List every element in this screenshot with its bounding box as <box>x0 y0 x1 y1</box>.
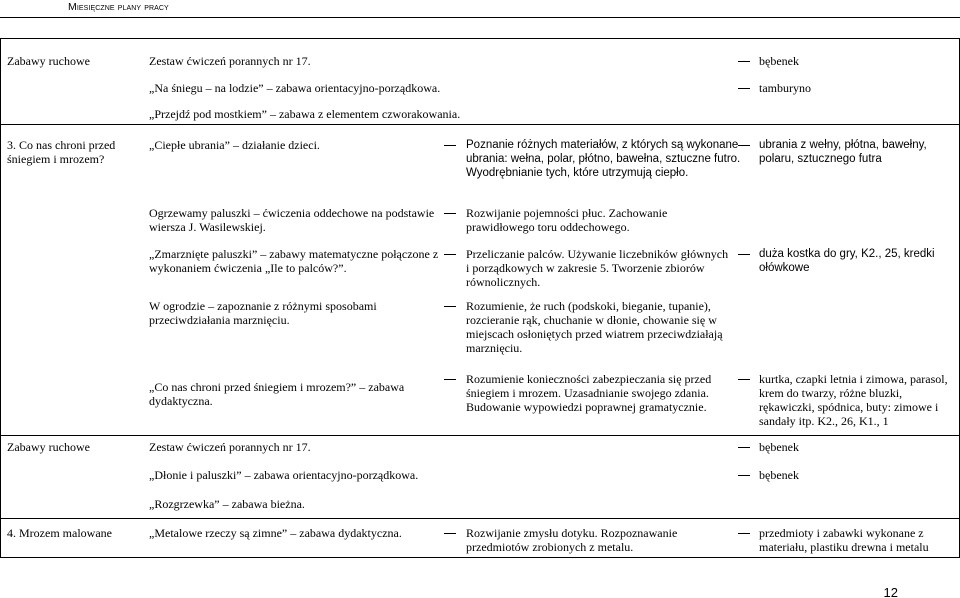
bullet-dash <box>738 145 750 146</box>
bullet-dash <box>444 379 456 380</box>
bullet-dash <box>444 533 456 534</box>
row3b-goal-line-2: i porządkowych w zakresie 5. Tworzenie zbiorów <box>466 261 705 275</box>
row3a-goal-line-2: prawidłowego toru oddechowego. <box>466 220 630 234</box>
row2-goal-line-1: Poznanie różnych materiałów, z których są wykonane <box>466 139 739 151</box>
row1-activity-type: Zabawy ruchowe <box>7 54 90 68</box>
row5-activity: „Metalowe rzeczy są zimne” – zabawa dydaktyczna. <box>149 526 402 540</box>
row3c-goal-line-4: marznięciu. <box>466 341 523 355</box>
row2-goal-line-2: ubrania: wełna, polar, płótno, bawełna, sztuczne futro. <box>466 153 741 165</box>
row3b-material-line-2: ołówkowe <box>759 262 810 274</box>
row5-goal-line-1: Rozwijanie zmysłu dotyku. Rozpoznawanie <box>466 526 678 540</box>
row3a-activity-line-1: Ogrzewamy paluszki – ćwiczenia oddechowe na podstawie <box>149 206 435 220</box>
row2-activity: „Ciepłe ubrania” – działanie dzieci. <box>149 138 320 152</box>
bullet-dash <box>444 213 456 214</box>
row3c-goal-line-1: Rozumienie, że ruch (podskoki, bieganie, tupanie), <box>466 299 711 313</box>
row3d-material-line-3: rękawiczki, spódnica, buty: zimowe i <box>759 400 939 414</box>
row4-exercise-2: „Dłonie i paluszki” – zabawa orientacyjno-porządkowa. <box>149 468 419 482</box>
row3c-activity-line-1: W ogrodzie – zapoznanie z różnymi sposobami <box>149 299 377 313</box>
row5-material-line-2: materiału, plastiku drewna i metalu <box>759 540 929 554</box>
row2-topic-line-2: śniegiem i mrozem? <box>7 152 105 166</box>
row-divider-2 <box>0 435 960 436</box>
bullet-dash <box>444 306 456 307</box>
row1-exercise-3: „Przejdź pod mostkiem” – zabawa z elementem czworakowania. <box>149 107 461 121</box>
row3b-material-line-1: duża kostka do gry, K2., 25, kredki <box>759 248 935 260</box>
row3d-goal-line-1: Rozumienie konieczności zabezpieczania się przed <box>466 372 712 386</box>
row3b-goal-line-1: Przeliczanie palców. Używanie liczebników głównych <box>466 247 729 261</box>
row3d-material-line-2: krem do twarzy, różne bluzki, <box>759 386 903 400</box>
bullet-dash <box>738 475 750 476</box>
row3d-material-line-4: sandały itp. K2., 26, K1., 1 <box>759 414 889 428</box>
row2-goal-line-3: Wyodrębnianie tych, które utrzymują ciepło. <box>466 167 689 179</box>
row2-material-line-2: polaru, sztucznego futra <box>759 153 882 165</box>
row1-exercise-1: Zestaw ćwiczeń porannych nr 17. <box>149 54 311 68</box>
bullet-dash <box>444 254 456 255</box>
row3d-goal-line-2: śniegiem i mrozem. Uzasadnianie swojego zdania. <box>466 386 709 400</box>
row1-exercise-2: „Na śniegu – na lodzie” – zabawa orientacyjno-porządkowa. <box>149 81 441 95</box>
row4-exercise-1: Zestaw ćwiczeń porannych nr 17. <box>149 440 311 454</box>
row3a-goal-line-1: Rozwijanie pojemności płuc. Zachowanie <box>466 206 668 220</box>
row4-activity-type: Zabawy ruchowe <box>7 440 90 454</box>
row5-material-line-1: przedmioty i zabawki wykonane z <box>759 526 924 540</box>
table-top-border <box>0 38 960 39</box>
row4-exercise-3: „Rozgrzewka” – zabawa bieżna. <box>149 497 305 511</box>
row3d-goal-line-3: Budowanie wypowiedzi poprawnej gramatycznie. <box>466 400 707 414</box>
row2-material-line-1: ubrania z wełny, płótna, bawełny, <box>759 139 927 151</box>
row5-goal-line-2: przedmiotów zrobionych z metalu. <box>466 540 634 554</box>
row3d-activity-line-1: „Co nas chroni przed śniegiem i mrozem?” – zabawa <box>149 380 405 394</box>
row3b-activity-line-2: wykonaniem ćwiczenia „Ile to palców?”. <box>149 261 347 275</box>
bullet-dash <box>738 447 750 448</box>
row3c-goal-line-3: miejscach osłoniętych przed wiatrem przeciwdziałają <box>466 327 723 341</box>
table-left-border <box>0 38 1 558</box>
header-rule <box>0 17 960 18</box>
bullet-dash <box>444 145 456 146</box>
row3c-goal-line-2: rozcieranie rąk, chuchanie w dłonie, chowanie się w <box>466 313 717 327</box>
bullet-dash <box>738 88 750 89</box>
row-divider-3 <box>0 518 960 519</box>
row-divider-1 <box>0 124 960 125</box>
row3c-activity-line-2: przeciwdziałania marznięciu. <box>149 313 290 327</box>
row3b-goal-line-3: równolicznych. <box>466 275 541 289</box>
row1-material-1: bębenek <box>759 54 799 68</box>
page-header: Miesięczne plany pracy <box>68 1 169 13</box>
row3b-activity-line-1: „Zmarznięte paluszki” – zabawy matematyczne połączone z <box>149 247 439 261</box>
row4-material-2: bębenek <box>759 468 799 482</box>
row3d-material-line-1: kurtka, czapki letnia i zimowa, parasol, <box>759 372 948 386</box>
bullet-dash <box>738 379 750 380</box>
row5-topic: 4. Mrozem malowane <box>7 526 112 540</box>
row3d-activity-line-2: dydaktyczna. <box>149 394 213 408</box>
bullet-dash <box>738 254 750 255</box>
table-bottom-border <box>0 557 960 558</box>
row2-topic-line-1: 3. Co nas chroni przed <box>7 138 116 152</box>
row1-material-2: tamburyno <box>759 81 811 95</box>
row3a-activity-line-2: wiersza J. Wasilewskiej. <box>149 220 266 234</box>
page-number: 12 <box>883 585 898 598</box>
bullet-dash <box>738 533 750 534</box>
row4-material-1: bębenek <box>759 440 799 454</box>
bullet-dash <box>738 61 750 62</box>
